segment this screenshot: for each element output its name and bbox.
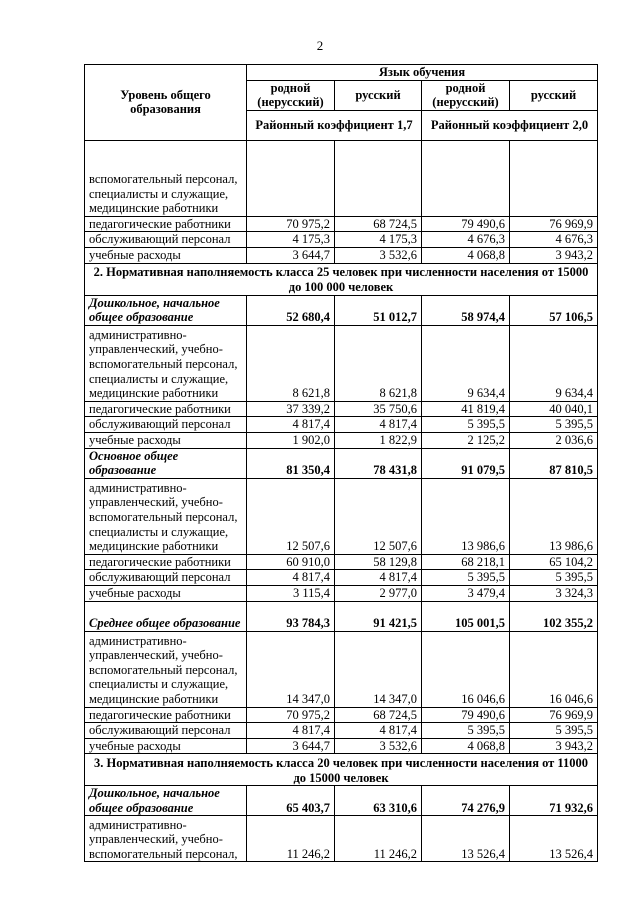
category-row [85,448,598,478]
expenditure-table [84,64,598,862]
value-cell: 4 068,8 [422,738,510,754]
value-cell [247,140,335,216]
section-title: 3. Нормативная наполняемость класса 20 человек при численности населения от 11000 до 15000 человек [85,754,598,786]
value-cell: 76 969,9 [510,216,598,232]
value-cell: 3 115,4 [247,585,335,601]
row-label: обслуживающий персонал [85,417,247,433]
value-cell [422,140,510,216]
table-row [85,478,598,554]
category-label: Основное общее образование [85,448,247,478]
value-cell: 105 001,5 [422,601,510,631]
value-cell: 40 040,1 [510,401,598,417]
value-cell: 87 810,5 [510,448,598,478]
value-cell: 13 986,6 [510,478,598,554]
value-cell: 71 932,6 [510,786,598,816]
value-cell: 3 943,2 [510,247,598,263]
table-row [85,738,598,754]
value-cell: 41 819,4 [422,401,510,417]
value-cell: 13 986,6 [422,478,510,554]
coefficient-header-2: Районный коэффициент 2,0 [422,110,598,140]
value-cell: 3 943,2 [510,738,598,754]
value-cell: 1 902,0 [247,432,335,448]
level-header: Уровень общего образования [85,65,247,141]
table-row [85,432,598,448]
table-row [85,216,598,232]
value-cell: 16 046,6 [510,631,598,707]
value-cell: 68 724,5 [335,216,422,232]
table-row [85,816,598,862]
value-cell [335,140,422,216]
native-header-1: родной (нерусский) [247,80,335,110]
value-cell: 4 175,3 [247,232,335,248]
category-label: Среднее общее образование [85,601,247,631]
row-label: педагогические работники [85,216,247,232]
row-label: административно-управленческий, учебно-вспомогательный персонал, специалисты и служащие, медицинские работники [85,325,247,401]
value-cell: 70 975,2 [247,216,335,232]
value-cell: 13 526,4 [510,816,598,862]
row-label: педагогические работники [85,554,247,570]
value-cell: 76 969,9 [510,707,598,723]
language-header: Язык обучения [247,65,598,81]
value-cell: 3 532,6 [335,247,422,263]
value-cell: 4 817,4 [247,723,335,739]
row-label: учебные расходы [85,432,247,448]
value-cell: 4 817,4 [247,417,335,433]
value-cell: 79 490,6 [422,707,510,723]
value-cell: 4 068,8 [422,247,510,263]
table-row [85,707,598,723]
value-cell [510,140,598,216]
row-label: педагогические работники [85,401,247,417]
value-cell: 4 817,4 [335,417,422,433]
table-row [85,247,598,263]
value-cell: 4 676,3 [510,232,598,248]
table-row [85,570,598,586]
value-cell: 102 355,2 [510,601,598,631]
value-cell: 16 046,6 [422,631,510,707]
table-row [85,585,598,601]
value-cell: 79 490,6 [422,216,510,232]
value-cell: 5 395,5 [510,417,598,433]
section-title: 2. Нормативная наполняемость класса 25 человек при численности населения от 15000 до 100 000 человек [85,263,598,295]
value-cell: 68 724,5 [335,707,422,723]
table-row [85,140,598,216]
value-cell: 68 218,1 [422,554,510,570]
category-row [85,295,598,325]
value-cell: 63 310,6 [335,786,422,816]
value-cell: 58 129,8 [335,554,422,570]
value-cell: 13 526,4 [422,816,510,862]
row-label: обслуживающий персонал [85,232,247,248]
value-cell: 81 350,4 [247,448,335,478]
row-label: административно-управленческий, учебно-вспомогательный персонал, специалисты и служащие, медицинские работники [85,478,247,554]
section-header-row [85,754,598,786]
value-cell: 5 395,5 [422,723,510,739]
row-label: педагогические работники [85,707,247,723]
value-cell: 14 347,0 [247,631,335,707]
table-row [85,554,598,570]
value-cell: 57 106,5 [510,295,598,325]
value-cell: 4 817,4 [335,570,422,586]
value-cell: 8 621,8 [335,325,422,401]
category-label: Дошкольное, начальное общее образование [85,295,247,325]
value-cell: 5 395,5 [510,570,598,586]
value-cell: 8 621,8 [247,325,335,401]
value-cell: 74 276,9 [422,786,510,816]
coefficient-header-1: Районный коэффициент 1,7 [247,110,422,140]
russian-header-1: русский [335,80,422,110]
value-cell: 12 507,6 [335,478,422,554]
value-cell: 1 822,9 [335,432,422,448]
value-cell: 37 339,2 [247,401,335,417]
table-row [85,417,598,433]
value-cell: 58 974,4 [422,295,510,325]
table-row [85,325,598,401]
value-cell: 4 676,3 [422,232,510,248]
value-cell: 91 421,5 [335,601,422,631]
value-cell: 5 395,5 [510,723,598,739]
row-label: учебные расходы [85,247,247,263]
category-label: Дошкольное, начальное общее образование [85,786,247,816]
value-cell: 2 036,6 [510,432,598,448]
value-cell: 3 644,7 [247,738,335,754]
table-row [85,401,598,417]
value-cell: 52 680,4 [247,295,335,325]
table-row [85,723,598,739]
value-cell: 9 634,4 [422,325,510,401]
value-cell: 5 395,5 [422,570,510,586]
value-cell: 4 817,4 [335,723,422,739]
value-cell: 70 975,2 [247,707,335,723]
value-cell: 35 750,6 [335,401,422,417]
value-cell: 3 532,6 [335,738,422,754]
value-cell: 12 507,6 [247,478,335,554]
value-cell: 5 395,5 [422,417,510,433]
row-label: учебные расходы [85,585,247,601]
value-cell: 2 125,2 [422,432,510,448]
table-row [85,631,598,707]
value-cell: 93 784,3 [247,601,335,631]
value-cell: 3 644,7 [247,247,335,263]
row-label: административно-управленческий, учебно-вспомогательный персонал, специалисты и служащие, медицинские работники [85,631,247,707]
value-cell: 11 246,2 [335,816,422,862]
value-cell: 4 817,4 [247,570,335,586]
value-cell: 14 347,0 [335,631,422,707]
native-header-2: родной (нерусский) [422,80,510,110]
value-cell: 91 079,5 [422,448,510,478]
section-header-row [85,263,598,295]
value-cell: 78 431,8 [335,448,422,478]
category-row [85,601,598,631]
value-cell: 2 977,0 [335,585,422,601]
table-row [85,232,598,248]
value-cell: 65 104,2 [510,554,598,570]
row-label: учебные расходы [85,738,247,754]
page-number: 2 [316,38,324,53]
russian-header-2: русский [510,80,598,110]
value-cell: 11 246,2 [247,816,335,862]
value-cell: 3 324,3 [510,585,598,601]
row-label: обслуживающий персонал [85,570,247,586]
row-label: административно-управленческий, учебно-вспомогательный персонал, [85,816,247,862]
value-cell: 51 012,7 [335,295,422,325]
value-cell: 60 910,0 [247,554,335,570]
value-cell: 4 175,3 [335,232,422,248]
value-cell: 9 634,4 [510,325,598,401]
category-row [85,786,598,816]
value-cell: 3 479,4 [422,585,510,601]
row-label: обслуживающий персонал [85,723,247,739]
row-label: вспомогательный персонал, специалисты и служащие, медицинские работники [85,140,247,216]
value-cell: 65 403,7 [247,786,335,816]
